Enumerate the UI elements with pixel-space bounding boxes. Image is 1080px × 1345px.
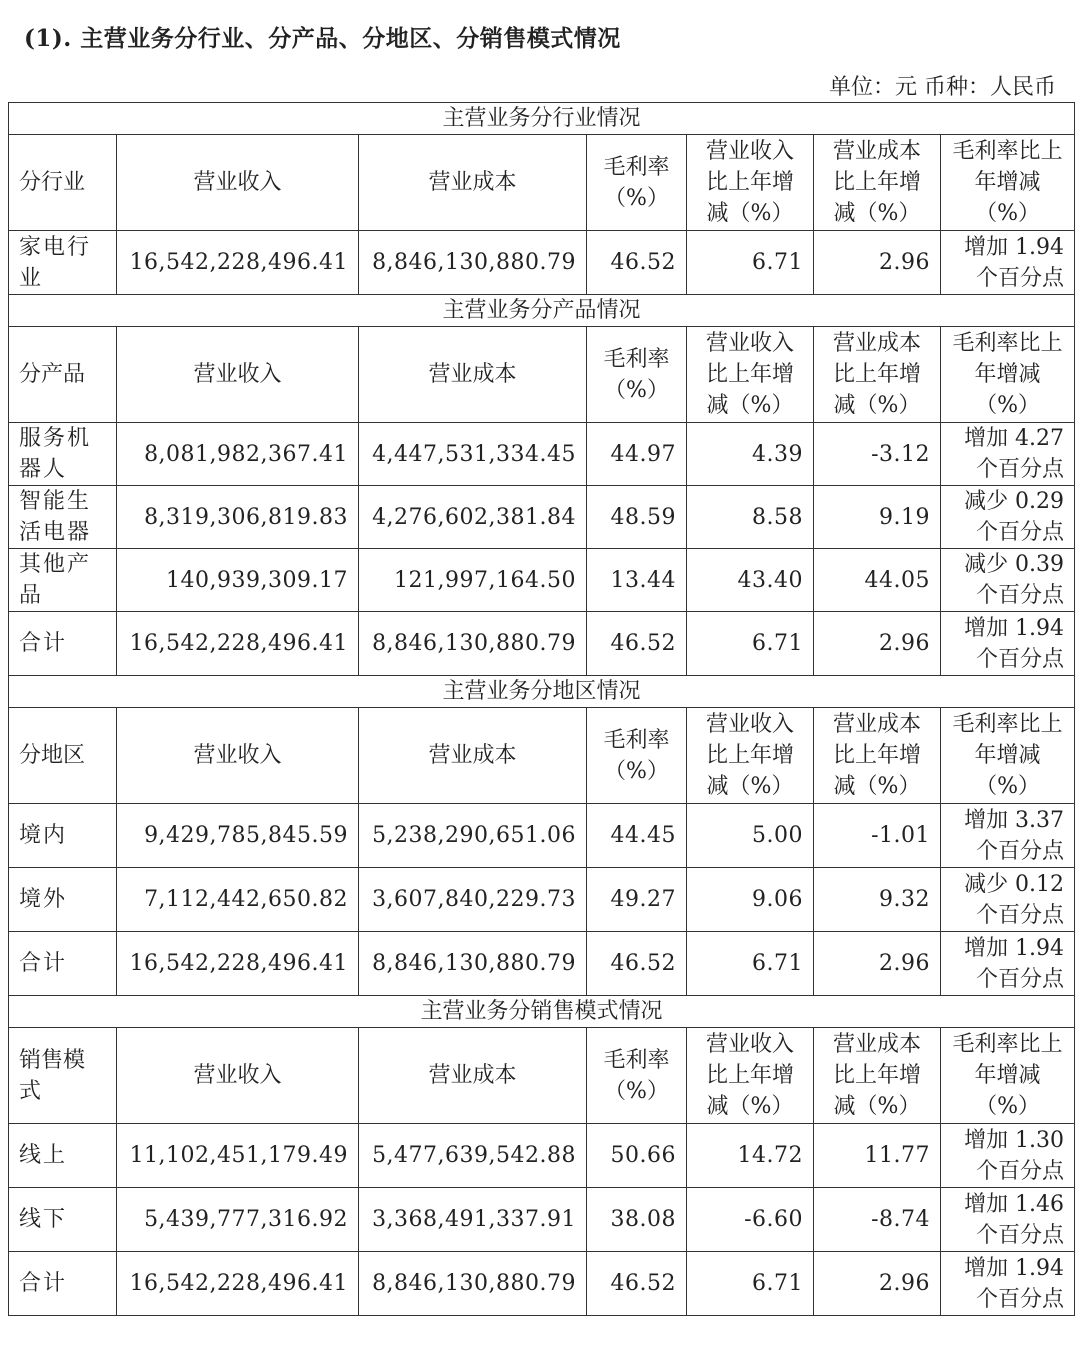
cost-change-cell: -3.12 bbox=[814, 423, 941, 486]
revenue-cell: 11,102,451,179.49 bbox=[117, 1124, 359, 1188]
margin-cell: 44.97 bbox=[587, 423, 687, 486]
header-dimension: 分地区 bbox=[9, 708, 117, 804]
table-body bbox=[9, 103, 1075, 1316]
cost-cell: 5,238,290,651.06 bbox=[359, 804, 587, 868]
revenue-change-cell: 6.71 bbox=[687, 1252, 814, 1316]
table-row bbox=[9, 231, 1075, 295]
revenue-change-cell: -6.60 bbox=[687, 1188, 814, 1252]
section-title: 主营业务分产品情况 bbox=[9, 295, 1075, 327]
margin-change-cell: 增加 1.94 个百分点 bbox=[941, 612, 1075, 676]
cost-change-cell: 9.32 bbox=[814, 868, 941, 932]
header-revenue: 营业收入 bbox=[117, 327, 359, 423]
section-title: 主营业务分行业情况 bbox=[9, 103, 1075, 135]
header-margin: 毛利率（%） bbox=[587, 1028, 687, 1124]
header-revenue: 营业收入 bbox=[117, 708, 359, 804]
section-title-row bbox=[9, 103, 1075, 135]
table-row bbox=[9, 868, 1075, 932]
margin-change-cell: 增加 3.37 个百分点 bbox=[941, 804, 1075, 868]
cost-change-cell: -1.01 bbox=[814, 804, 941, 868]
table-row bbox=[9, 612, 1075, 676]
row-label: 线下 bbox=[9, 1188, 117, 1252]
table-row bbox=[9, 549, 1075, 612]
cost-cell: 4,276,602,381.84 bbox=[359, 486, 587, 549]
revenue-cell: 16,542,228,496.41 bbox=[117, 1252, 359, 1316]
column-header-row bbox=[9, 327, 1075, 423]
header-margin-change: 毛利率比上年增减（%） bbox=[941, 1028, 1075, 1124]
table-row bbox=[9, 932, 1075, 996]
header-cost: 营业成本 bbox=[359, 135, 587, 231]
unit-currency-note: 单位：元 币种：人民币 bbox=[829, 75, 1056, 100]
revenue-cell: 8,081,982,367.41 bbox=[117, 423, 359, 486]
table-row bbox=[9, 423, 1075, 486]
revenue-cell: 5,439,777,316.92 bbox=[117, 1188, 359, 1252]
margin-cell: 46.52 bbox=[587, 231, 687, 295]
cost-cell: 4,447,531,334.45 bbox=[359, 423, 587, 486]
margin-change-cell: 增加 4.27 个百分点 bbox=[941, 423, 1075, 486]
header-cost: 营业成本 bbox=[359, 327, 587, 423]
cost-change-cell: 2.96 bbox=[814, 1252, 941, 1316]
row-label: 合计 bbox=[9, 932, 117, 996]
header-margin-change: 毛利率比上年增减（%） bbox=[941, 135, 1075, 231]
section-heading: (1). 主营业务分行业、分产品、分地区、分销售模式情况 bbox=[24, 25, 621, 52]
header-dimension: 分产品 bbox=[9, 327, 117, 423]
header-cost-change: 营业成本比上年增减（%） bbox=[814, 1028, 941, 1124]
column-header-row bbox=[9, 708, 1075, 804]
cost-cell: 8,846,130,880.79 bbox=[359, 612, 587, 676]
revenue-cell: 8,319,306,819.83 bbox=[117, 486, 359, 549]
cost-change-cell: 44.05 bbox=[814, 549, 941, 612]
revenue-cell: 16,542,228,496.41 bbox=[117, 932, 359, 996]
revenue-cell: 7,112,442,650.82 bbox=[117, 868, 359, 932]
revenue-cell: 9,429,785,845.59 bbox=[117, 804, 359, 868]
margin-cell: 46.52 bbox=[587, 932, 687, 996]
margin-cell: 44.45 bbox=[587, 804, 687, 868]
row-label: 合计 bbox=[9, 612, 117, 676]
margin-cell: 46.52 bbox=[587, 1252, 687, 1316]
row-label: 家电行业 bbox=[9, 231, 117, 295]
revenue-cell: 140,939,309.17 bbox=[117, 549, 359, 612]
table-row bbox=[9, 486, 1075, 549]
section-title: 主营业务分销售模式情况 bbox=[9, 996, 1075, 1028]
business-breakdown-table bbox=[8, 102, 1075, 1316]
margin-cell: 48.59 bbox=[587, 486, 687, 549]
margin-change-cell: 增加 1.30 个百分点 bbox=[941, 1124, 1075, 1188]
revenue-change-cell: 9.06 bbox=[687, 868, 814, 932]
header-dimension: 销售模式 bbox=[9, 1028, 117, 1124]
cost-change-cell: 2.96 bbox=[814, 612, 941, 676]
header-revenue-change: 营业收入比上年增减（%） bbox=[687, 327, 814, 423]
margin-change-cell: 增加 1.94 个百分点 bbox=[941, 932, 1075, 996]
cost-change-cell: 9.19 bbox=[814, 486, 941, 549]
header-cost-change: 营业成本比上年增减（%） bbox=[814, 708, 941, 804]
column-header-row bbox=[9, 1028, 1075, 1124]
cost-cell: 3,607,840,229.73 bbox=[359, 868, 587, 932]
row-label: 合计 bbox=[9, 1252, 117, 1316]
table-row bbox=[9, 1252, 1075, 1316]
revenue-cell: 16,542,228,496.41 bbox=[117, 231, 359, 295]
table-row bbox=[9, 1188, 1075, 1252]
header-revenue-change: 营业收入比上年增减（%） bbox=[687, 135, 814, 231]
margin-change-cell: 增加 1.46 个百分点 bbox=[941, 1188, 1075, 1252]
row-label: 境内 bbox=[9, 804, 117, 868]
header-dimension: 分行业 bbox=[9, 135, 117, 231]
cost-cell: 3,368,491,337.91 bbox=[359, 1188, 587, 1252]
revenue-change-cell: 4.39 bbox=[687, 423, 814, 486]
revenue-change-cell: 5.00 bbox=[687, 804, 814, 868]
header-cost-change: 营业成本比上年增减（%） bbox=[814, 135, 941, 231]
revenue-change-cell: 6.71 bbox=[687, 932, 814, 996]
revenue-change-cell: 6.71 bbox=[687, 612, 814, 676]
header-revenue: 营业收入 bbox=[117, 135, 359, 231]
margin-cell: 49.27 bbox=[587, 868, 687, 932]
table-row bbox=[9, 804, 1075, 868]
section-title: 主营业务分地区情况 bbox=[9, 676, 1075, 708]
row-label: 境外 bbox=[9, 868, 117, 932]
cost-change-cell: -8.74 bbox=[814, 1188, 941, 1252]
margin-cell: 13.44 bbox=[587, 549, 687, 612]
margin-change-cell: 减少 0.39 个百分点 bbox=[941, 549, 1075, 612]
row-label: 其他产品 bbox=[9, 549, 117, 612]
header-cost: 营业成本 bbox=[359, 1028, 587, 1124]
header-revenue: 营业收入 bbox=[117, 1028, 359, 1124]
cost-change-cell: 11.77 bbox=[814, 1124, 941, 1188]
header-revenue-change: 营业收入比上年增减（%） bbox=[687, 1028, 814, 1124]
revenue-change-cell: 6.71 bbox=[687, 231, 814, 295]
section-title-row bbox=[9, 996, 1075, 1028]
cost-cell: 8,846,130,880.79 bbox=[359, 932, 587, 996]
cost-cell: 8,846,130,880.79 bbox=[359, 231, 587, 295]
table-row bbox=[9, 1124, 1075, 1188]
header-cost-change: 营业成本比上年增减（%） bbox=[814, 327, 941, 423]
row-label: 服务机器人 bbox=[9, 423, 117, 486]
section-title-row bbox=[9, 676, 1075, 708]
margin-change-cell: 增加 1.94 个百分点 bbox=[941, 1252, 1075, 1316]
header-cost: 营业成本 bbox=[359, 708, 587, 804]
cost-change-cell: 2.96 bbox=[814, 231, 941, 295]
cost-cell: 121,997,164.50 bbox=[359, 549, 587, 612]
cost-cell: 8,846,130,880.79 bbox=[359, 1252, 587, 1316]
header-margin-change: 毛利率比上年增减（%） bbox=[941, 708, 1075, 804]
revenue-change-cell: 8.58 bbox=[687, 486, 814, 549]
margin-cell: 46.52 bbox=[587, 612, 687, 676]
cost-change-cell: 2.96 bbox=[814, 932, 941, 996]
margin-cell: 50.66 bbox=[587, 1124, 687, 1188]
header-margin: 毛利率（%） bbox=[587, 135, 687, 231]
revenue-cell: 16,542,228,496.41 bbox=[117, 612, 359, 676]
header-margin: 毛利率（%） bbox=[587, 327, 687, 423]
margin-change-cell: 减少 0.12 个百分点 bbox=[941, 868, 1075, 932]
column-header-row bbox=[9, 135, 1075, 231]
margin-change-cell: 减少 0.29 个百分点 bbox=[941, 486, 1075, 549]
section-title-row bbox=[9, 295, 1075, 327]
cost-cell: 5,477,639,542.88 bbox=[359, 1124, 587, 1188]
revenue-change-cell: 14.72 bbox=[687, 1124, 814, 1188]
margin-change-cell: 增加 1.94 个百分点 bbox=[941, 231, 1075, 295]
revenue-change-cell: 43.40 bbox=[687, 549, 814, 612]
margin-cell: 38.08 bbox=[587, 1188, 687, 1252]
row-label: 线上 bbox=[9, 1124, 117, 1188]
header-margin-change: 毛利率比上年增减（%） bbox=[941, 327, 1075, 423]
row-label: 智能生活电器 bbox=[9, 486, 117, 549]
header-margin: 毛利率（%） bbox=[587, 708, 687, 804]
header-revenue-change: 营业收入比上年增减（%） bbox=[687, 708, 814, 804]
